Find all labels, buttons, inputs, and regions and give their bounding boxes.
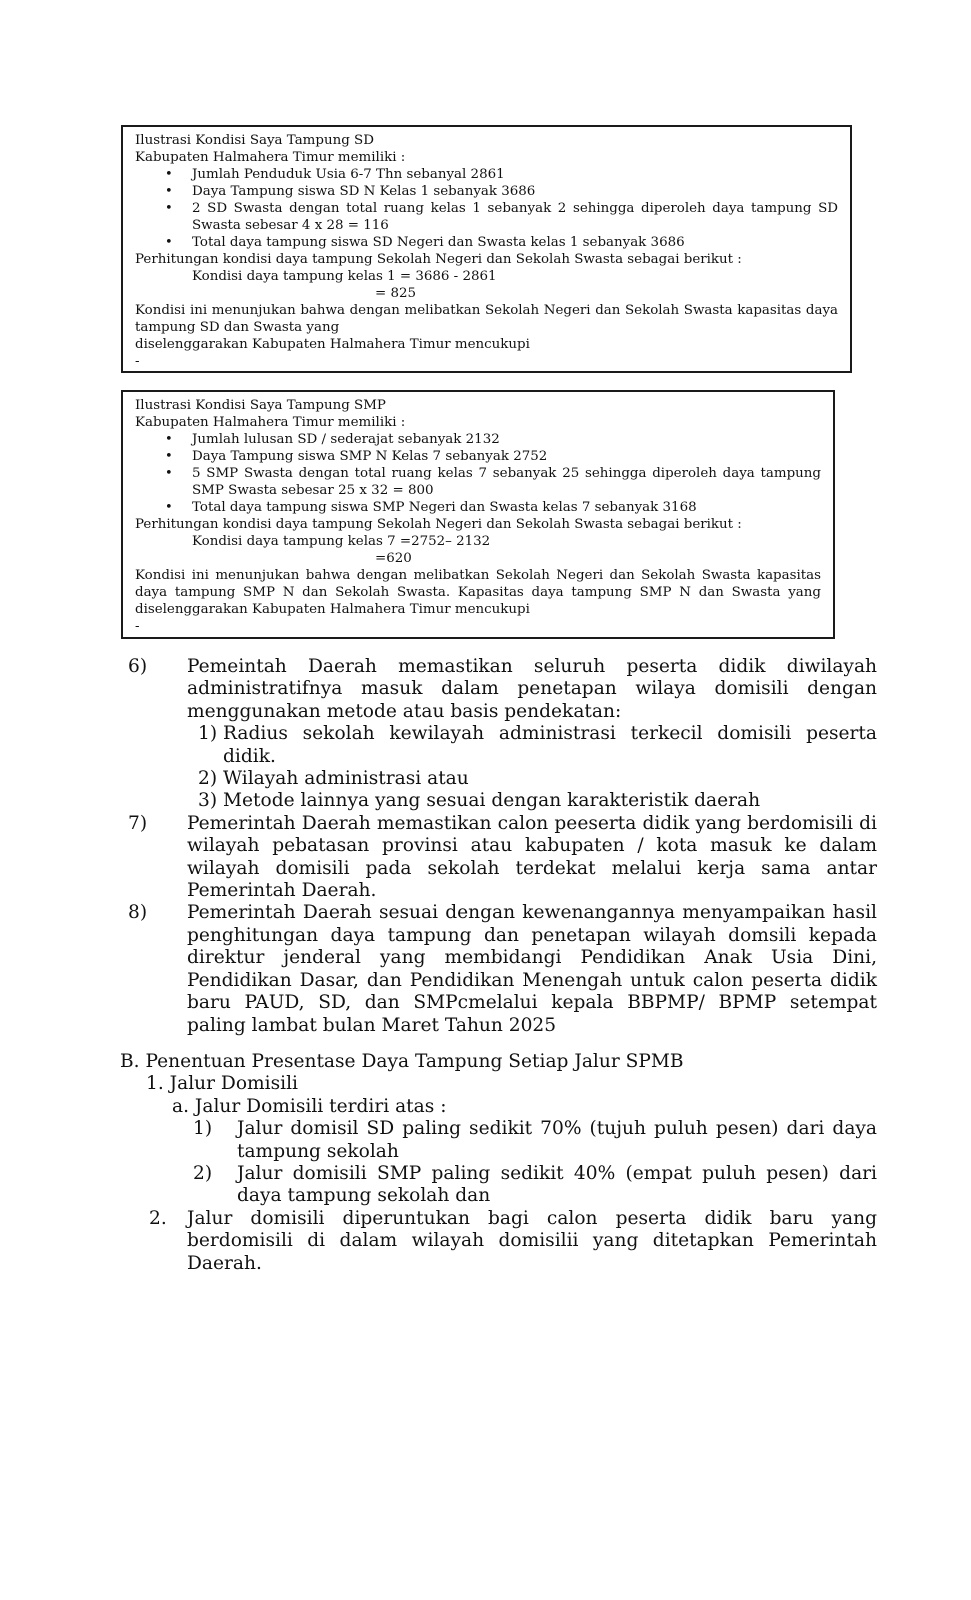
dash-marker: - — [135, 354, 140, 369]
bullet-icon: • — [165, 201, 173, 216]
item-text: Pemeintah Daerah memastikan seluruh peserta didik diwilayah administratifnya masuk dalam penetapan wilaya domisili dengan menggunakan metode atau basis pendekatan: — [187, 656, 877, 722]
sub-item-text: Radius sekolah kewilayah administrasi terkecil domisili peserta didik. — [223, 723, 877, 767]
calc-result: = 825 — [375, 286, 417, 301]
item-text: Pemerintah Daerah memastikan calon peeserta didik yang berdomisili di wilayah pebatasan provinsi atau kabupaten / kota masuk ke dalam wilayah domisili pada sekolah terdekat melalui kerja sama antar Pemerintah Daerah. — [187, 812, 877, 902]
bullet-icon: • — [165, 432, 173, 447]
list-item: • 2 SD Swasta dengan total ruang kelas 1 sebanyak 2 sehingga diperoleh daya tampung SD Swasta sebesar 4 x 28 = 116 — [165, 201, 838, 233]
item-text: Jalur domisili SMP paling sedikit 40% (empat puluh pesen) dari daya tampung sekolah dan — [237, 1162, 877, 1207]
item-text: Jalur domisili diperuntukan bagi calon peserta didik baru yang berdomisili di dalam wilayah domisilii yang ditetapkan Pemerintah Daerah. — [187, 1207, 877, 1274]
item-number: 2) — [193, 1162, 213, 1184]
item-number: 7) — [128, 812, 148, 834]
sub-item-2 — [120, 768, 877, 790]
bullet-icon: • — [165, 167, 173, 182]
calc-intro: Perhitungan kondisi daya tampung Sekolah Negeri dan Sekolah Swasta sebagai berikut : — [135, 252, 742, 267]
item-text: Jalur domisil SD paling sedikit 70% (tujuh puluh pesen) dari daya tampung sekolah — [237, 1118, 877, 1162]
bullet-icon: • — [165, 500, 173, 515]
list-item: • Daya Tampung siswa SD N Kelas 1 sebanyak 3686 — [165, 184, 536, 199]
bullet-icon: • — [165, 466, 173, 481]
numbered-item-7 — [120, 813, 877, 903]
item-number: 8) — [128, 902, 148, 924]
conclusion-continued: diselenggarakan Kabupaten Halmahera Timur mencukupi — [135, 337, 530, 352]
numbered-item-2 — [120, 1208, 877, 1275]
list-item: • Total daya tampung siswa SMP Negeri dan Swasta kelas 7 sebanyak 3168 — [165, 500, 697, 515]
conclusion: Kondisi ini menunjukan bahwa dengan melibatkan Sekolah Negeri dan Sekolah Swasta kapasitas daya tampung SMP N dan Sekolah Swasta. Kapasitas daya tampung SMP N dan Swasta yang diselenggarakan Kabupaten Halmahera Timur mencukupi — [135, 568, 821, 617]
list-item: • Jumlah lulusan SD / sederajat sebanyak 2132 — [165, 432, 500, 447]
bullet-list — [135, 166, 838, 251]
numbered-item-8 — [120, 902, 877, 1036]
list-item: • 5 SMP Swasta dengan total ruang kelas 7 sebanyak 25 sehingga diperoleh daya tampung SMP Swasta sebesar 25 x 32 = 800 — [165, 466, 821, 498]
subsection-a-heading: a. Jalur Domisili terdiri atas : — [172, 1095, 447, 1117]
illustration-box-sd — [121, 125, 852, 373]
list-item: • Total daya tampung siswa SD Negeri dan Swasta kelas 1 sebanyak 3686 — [165, 235, 685, 250]
subsection-heading: 1. Jalur Domisili — [146, 1073, 298, 1095]
sub-item-number: 3) — [198, 790, 218, 812]
box-intro: Kabupaten Halmahera Timur memiliki : — [135, 150, 406, 165]
calc-intro: Perhitungan kondisi daya tampung Sekolah Negeri dan Sekolah Swasta sebagai berikut : — [135, 517, 742, 532]
conclusion: Kondisi ini menunjukan bahwa dengan melibatkan Sekolah Negeri dan Sekolah Swasta kapasitas daya tampung SD dan Swasta yang — [135, 303, 838, 335]
sub-item-text: Metode lainnya yang sesuai dengan karakteristik daerah — [223, 790, 761, 812]
list-item: • Jumlah Penduduk Usia 6-7 Thn sebanyal 2861 — [165, 167, 505, 182]
sub-item-number: 2) — [198, 768, 218, 790]
calc-line: Kondisi daya tampung kelas 7 =2752– 2132 — [192, 534, 491, 549]
item-number: 1) — [193, 1118, 213, 1140]
section-b-heading: B. Penentuan Presentase Daya Tampung Setiap Jalur SPMB — [120, 1050, 684, 1072]
calc-line: Kondisi daya tampung kelas 1 = 3686 - 2861 — [192, 269, 497, 284]
bullet-icon: • — [165, 449, 173, 464]
numbered-item-6 — [120, 656, 877, 723]
sub-item-3 — [120, 790, 877, 812]
box-title: Ilustrasi Kondisi Saya Tampung SD — [135, 133, 374, 148]
list-item: • Daya Tampung siswa SMP N Kelas 7 sebanyak 2752 — [165, 449, 548, 464]
bullet-list — [135, 431, 821, 516]
bullet-icon: • — [165, 184, 173, 199]
item-number: 2. — [149, 1207, 167, 1229]
domisili-item-2 — [120, 1163, 877, 1208]
box-title: Ilustrasi Kondisi Saya Tampung SMP — [135, 398, 386, 413]
domisili-item-1 — [120, 1118, 877, 1163]
sub-item-text: Wilayah administrasi atau — [223, 768, 469, 790]
sub-item-number: 1) — [198, 723, 218, 745]
box-intro: Kabupaten Halmahera Timur memiliki : — [135, 415, 406, 430]
bullet-icon: • — [165, 235, 173, 250]
item-number: 6) — [128, 656, 148, 677]
item-text: Pemerintah Daerah sesuai dengan kewenangannya menyampaikan hasil penghitungan daya tampung dan penetapan wilayah domsili kepada direktur jenderal yang membidangi Pendidikan Anak Usia Dini, Pendidikan Dasar, dan Pendidikan Menengah untuk calon peserta didik baru PAUD, SD, dan SMPcmelalui kepala BBPMP/ BPMP setempat paling lambat bulan Maret Tahun 2025 — [187, 902, 877, 1036]
sub-item-1 — [120, 723, 877, 768]
illustration-box-smp — [121, 390, 835, 639]
dash-marker: - — [135, 619, 140, 634]
calc-result: =620 — [375, 551, 412, 566]
body-text — [120, 656, 880, 1275]
